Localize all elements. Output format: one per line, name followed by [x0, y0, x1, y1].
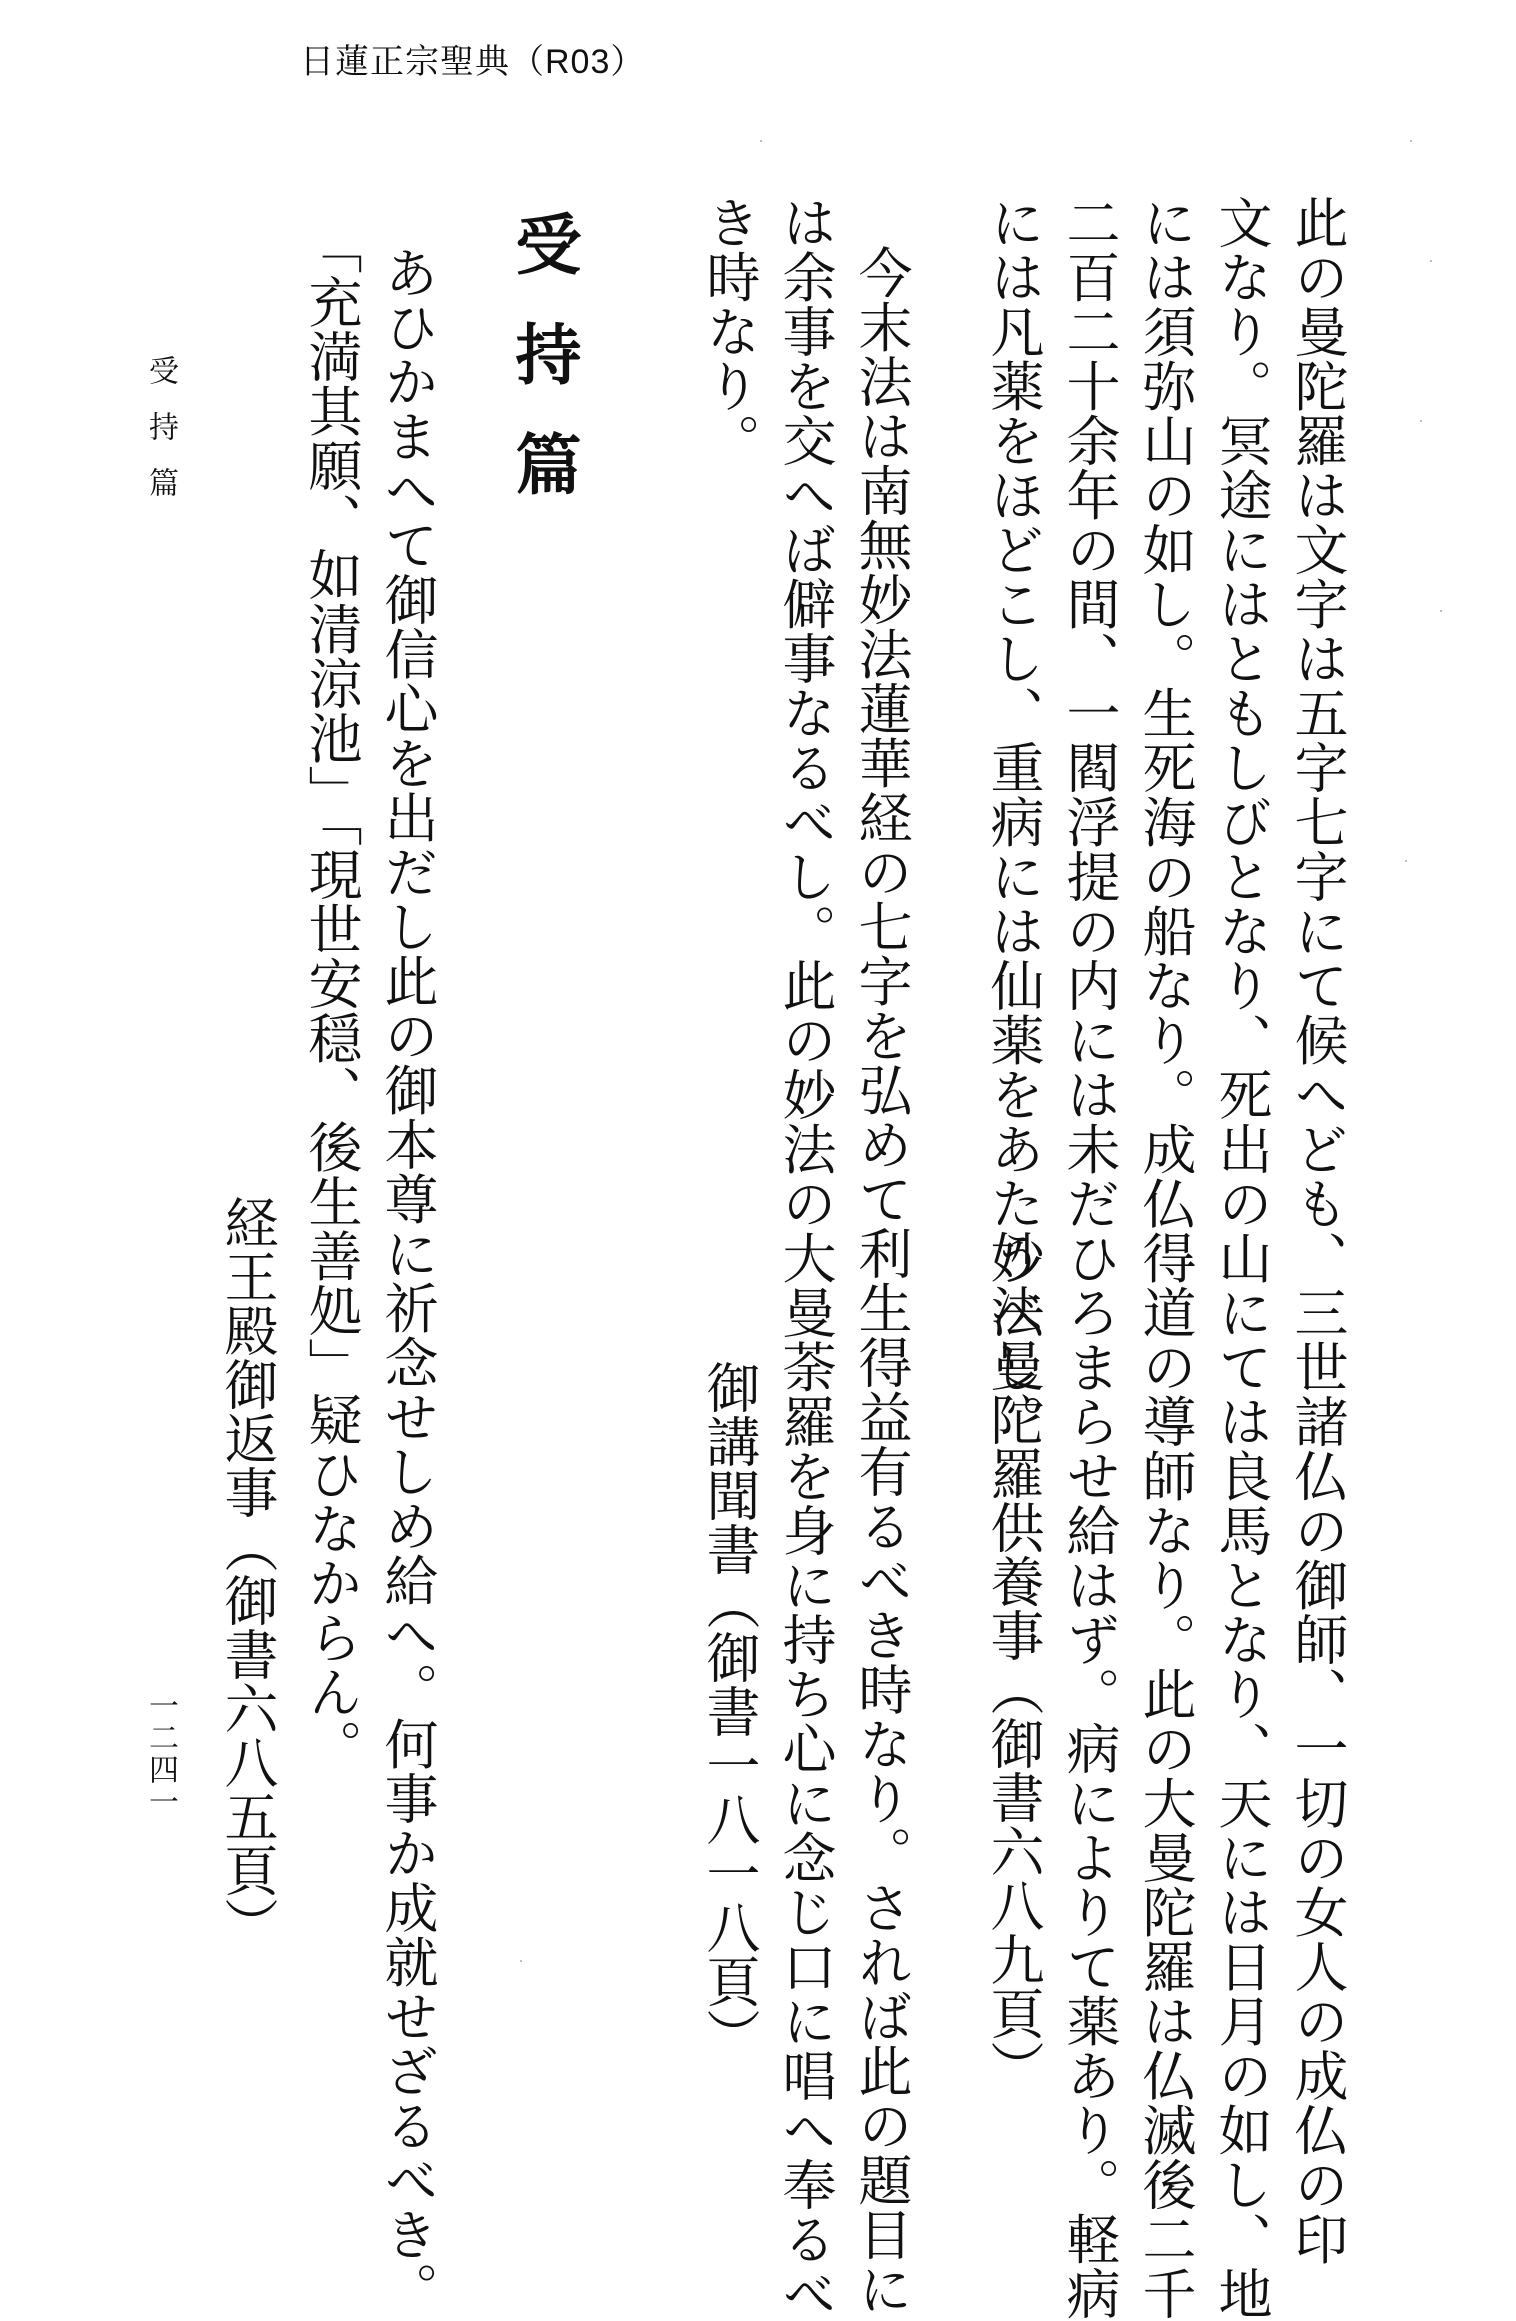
passage-2-line-1: 今末法は南無妙法蓮華経の七字を弘めて利生得益有るべき時なり。されば此の題目に — [850, 245, 913, 2316]
passage-3-line-2: 「充満其願、如清涼池」「現世安穏、後生善処」疑ひなからん。 — [300, 220, 363, 1774]
passage-1-source: 妙法曼陀羅供養事（御書六八九頁） — [982, 1230, 1045, 2094]
scan-speck — [1440, 610, 1442, 612]
scan-speck — [760, 140, 762, 142]
section-title: 受持篇 — [504, 210, 582, 540]
page-number: 一二四一 — [143, 1690, 178, 1818]
passage-1-line-3: には須弥山の如し。生死海の船なり。成仏得道の導師なり。此の大曼陀羅は仏滅後二千 — [1134, 195, 1197, 2321]
page-header-title: 日蓮正宗聖典（R03） — [300, 43, 646, 81]
scan-speck — [1420, 420, 1422, 422]
side-section-label: 受持篇 — [143, 355, 178, 523]
passage-2-line-2: は余事を交へば僻事なるべし。此の妙法の大曼荼羅を身に持ち心に念じ口に唱へ奉るべ — [774, 195, 837, 2321]
passage-2-line-3: き時なり。 — [698, 195, 761, 468]
passage-1-line-4: 二百二十余年の間、一閻浮提の内には未だひろまらせ給はず。病によりて薬あり。軽病 — [1058, 195, 1121, 2321]
scan-speck — [520, 1960, 522, 1962]
passage-3-line-1: あひかまへて御信心を出だし此の御本尊に祈念せしめ給へ。何事か成就せざるべき。 — [376, 245, 439, 2316]
passage-1-line-2: 文なり。冥途にはともしびとなり、死出の山にては良馬となり、天には日月の如し、地 — [1210, 195, 1273, 2321]
passage-1-line-5: には凡薬をほどこし、重病には仙薬をあたうべし。 — [982, 195, 1045, 1449]
passage-2-source: 御講聞書（御書一八一八頁） — [698, 1360, 761, 2062]
passage-3-source: 経王殿御返事（御書六八五頁） — [216, 1195, 279, 1951]
passage-1-line-1: 此の曼陀羅は文字は五字七字にて候へども、三世諸仏の御師、一切の女人の成仏の印 — [1286, 195, 1349, 2266]
scan-speck — [1410, 140, 1412, 142]
scan-speck — [1430, 260, 1432, 262]
scan-speck — [1405, 860, 1407, 862]
